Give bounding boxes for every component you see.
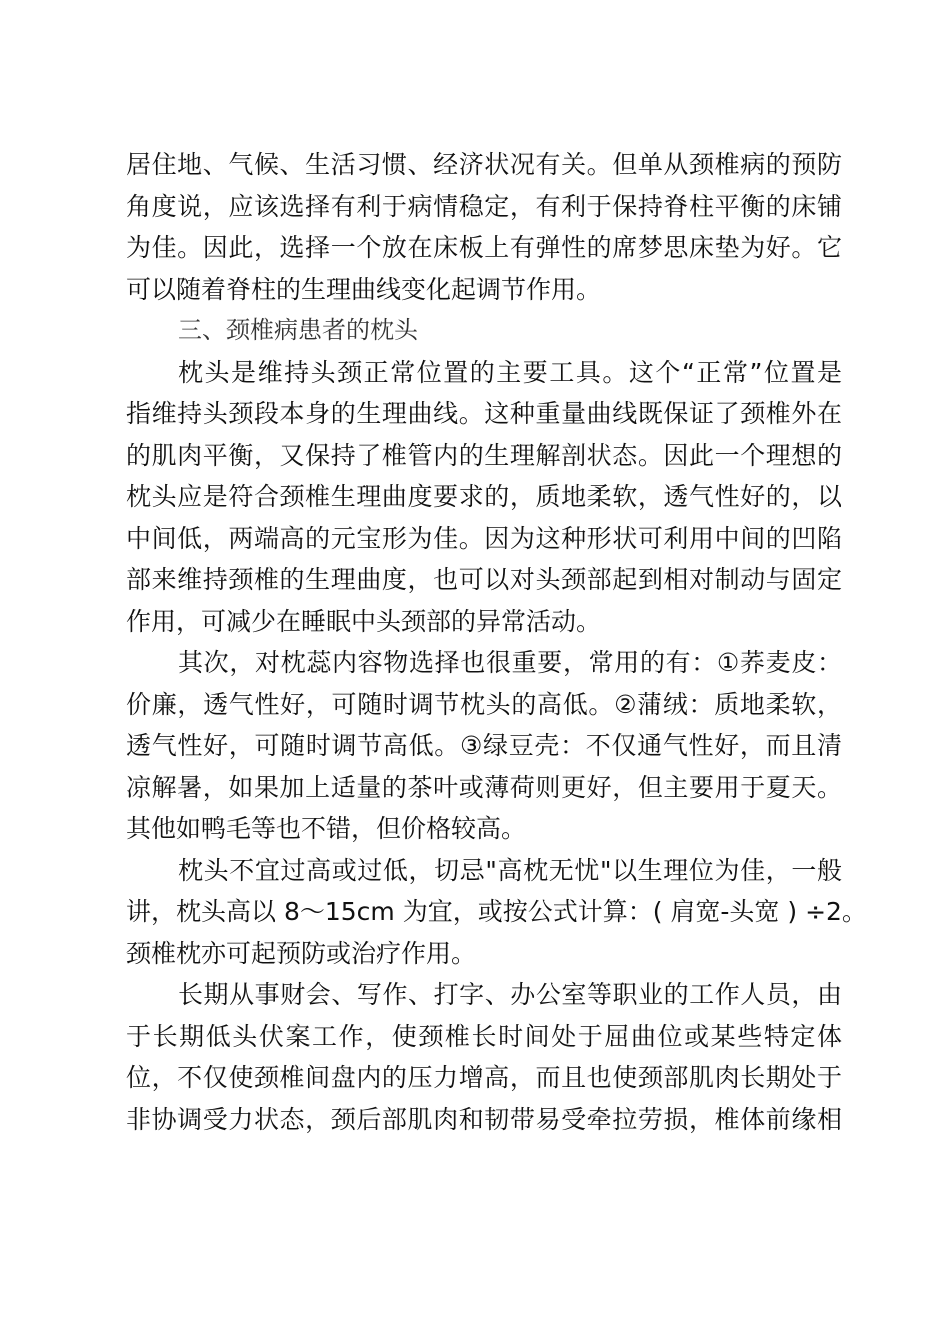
text-line: 其他如鸭毛等也不错，但价格较高。 (126, 814, 527, 843)
text-line: 讲，枕头高以 8～15cm 为宜，或按公式计算：( 肩宽-头宽 ) ÷2。 (126, 897, 867, 926)
text-line: 可以随着脊柱的生理曲线变化起调节作用。 (126, 274, 602, 304)
paragraph-first-line: 其次，对枕蕊内容物选择也很重要，常用的有：①荞麦皮： (178, 648, 842, 677)
paragraph-first-line: 枕头不宜过高或过低，切忌"高枕无忧"以生理位为佳，一般 (178, 855, 842, 885)
section-heading: 三、颈椎病患者的枕头 (178, 316, 418, 344)
text-line: 枕头应是符合颈椎生理曲度要求的，质地柔软，透气性好的，以 (126, 482, 842, 511)
text-line: 部来维持颈椎的生理曲度，也可以对头颈部起到相对制动与固定 (126, 565, 842, 594)
text-line: 角度说，应该选择有利于病情稳定，有利于保持脊柱平衡的床铺 (126, 191, 842, 221)
text-line: 透气性好，可随时调节高低。③绿豆壳：不仅通气性好，而且清 (126, 731, 842, 760)
text-line: 作用，可减少在睡眠中头颈部的异常活动。 (126, 606, 602, 636)
paragraph-first-line: 枕头是维持头颈正常位置的主要工具。这个“正常”位置是 (178, 357, 842, 387)
text-line: 位，不仅使颈椎间盘内的压力增高，而且也使颈部肌肉长期处于 (126, 1063, 842, 1092)
text-line: 的肌肉平衡，又保持了椎管内的生理解剖状态。因此一个理想的 (126, 440, 842, 470)
text-line: 指维持头颈段本身的生理曲线。这种重量曲线既保证了颈椎外在 (126, 399, 842, 428)
text-line: 中间低，两端高的元宝形为佳。因为这种形状可利用中间的凹陷 (126, 523, 842, 553)
body-text (126, 144, 867, 1140)
text-line: 于长期低头伏案工作，使颈椎长时间处于屈曲位或某些特定体 (126, 1021, 842, 1051)
text-line: 非协调受力状态，颈后部肌肉和韧带易受牵拉劳损，椎体前缘相 (126, 1104, 842, 1134)
paragraph-first-line: 长期从事财会、写作、打字、办公室等职业的工作人员，由 (178, 980, 842, 1009)
text-line: 居住地、气候、生活习惯、经济状况有关。但单从颈椎病的预防 (126, 150, 842, 179)
text-line: 价廉，透气性好，可随时调节枕头的高低。②蒲绒：质地柔软， (126, 689, 842, 719)
text-line: 凉解暑，如果加上适量的茶叶或薄荷则更好，但主要用于夏天。 (126, 772, 842, 802)
text-line: 为佳。因此，选择一个放在床板上有弹性的席梦思床垫为好。它 (126, 233, 842, 262)
text-line: 颈椎枕亦可起预防或治疗作用。 (126, 938, 477, 968)
